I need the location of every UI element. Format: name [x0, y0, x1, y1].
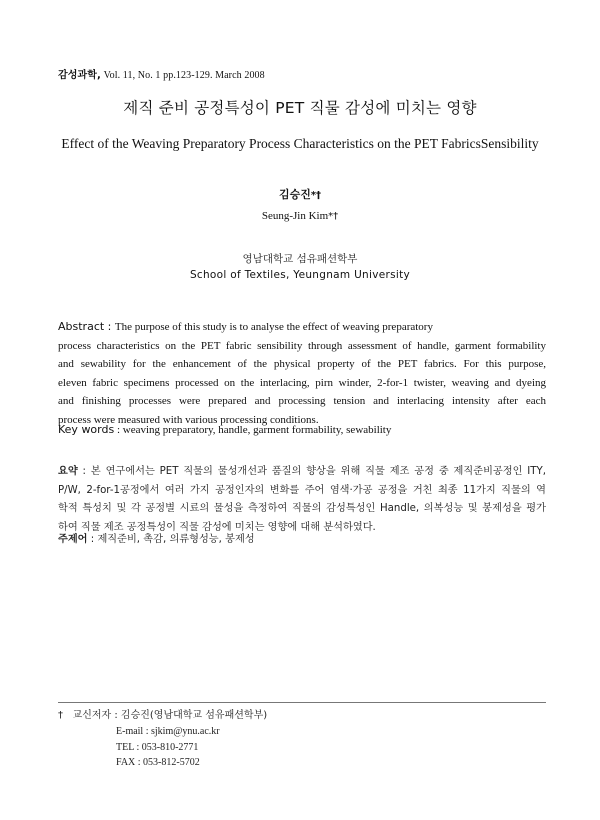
abstract-line-4: eleven fabric specimens processed on the interlacing, pirn winder, 2-for-1 twister, weaving and dyeing	[58, 376, 546, 389]
author-name-english: Seung-Jin Kim	[261, 210, 329, 222]
author-english	[0, 210, 600, 222]
abstract-text: The purpose of this study is to analyse the effect of weaving preparatory	[114, 321, 433, 333]
keywords-label: Key words	[58, 423, 115, 436]
author-name-korean: 김승진	[278, 188, 311, 201]
journal-citation	[58, 66, 265, 81]
korean-abstract-line-1	[58, 463, 546, 482]
footnote-email: E-mail : sjkim@ynu.ac.kr	[116, 725, 220, 737]
footnote-fax: FAX : 053-812-5702	[116, 757, 200, 769]
footnote-mark: †	[58, 710, 63, 721]
footnote-tel: TEL : 053-810-2771	[116, 741, 199, 753]
korean-abstract-block	[58, 463, 546, 537]
abstract-line-2: process characteristics on the PET fabric sensibility through assessment of handle, garment formability	[58, 339, 546, 352]
affiliation-english: School of Textiles, Yeungnam University	[189, 269, 411, 281]
korean-abstract-line-3: 학적 특성치 및 각 공정별 시료의 물성을 측정하여 직물의 감성특성인 Handle, 의복성능 및 봉제성을 평가	[58, 503, 546, 515]
abstract-line-1	[58, 318, 546, 337]
author-mark-korean: *†	[310, 190, 322, 201]
abstract-label: Abstract :	[58, 320, 115, 333]
journal-volume-info: Vol. 11, No. 1 pp.123-129. March 2008	[103, 70, 265, 81]
footnote-corresponding-author	[58, 708, 267, 724]
keywords-text: : weaving preparatory, handle, garment formability, sewability	[114, 424, 392, 436]
abstract-block	[58, 318, 546, 430]
keywords-line	[58, 423, 391, 436]
korean-keywords-text: : 제직준비, 촉감, 의류형성능, 봉제성	[87, 534, 255, 545]
abstract-line-5: and finishing processes were prepared and processing tension and interlacing intensity after each	[58, 395, 546, 408]
footnote-block	[58, 708, 267, 771]
journal-name: 감성과학,	[58, 70, 101, 81]
abstract-line-3: and sewability for the enhancement of the physical property of the PET fabrics. For this purpose,	[58, 358, 546, 371]
abstract-line-6: process were measured with various processing conditions.	[58, 413, 319, 426]
korean-keywords-line	[58, 530, 255, 545]
korean-abstract-line-4: 하여 직물 제조 공정특성이 직물 감성에 미치는 영향에 대해 분석하였다.	[58, 521, 376, 533]
korean-abstract-text: : 본 연구에서는 PET 직물의 물성개선과 품질의 향상을 위해 직물 제조 공정 중 제직준비공정인 ITY,	[77, 466, 546, 477]
affiliation-korean: 영남대학교 섬유패션학부	[242, 253, 358, 265]
footnote-divider	[58, 702, 546, 703]
footnote-author-text: 교신저자 : 김승진(영남대학교 섬유패션학부)	[72, 710, 268, 721]
author-mark-english: *†	[328, 211, 339, 222]
korean-abstract-line-2: P/W, 2-for-1공정에서 여러 가지 공정인자의 변화를 주어 염색·가공 공정을 거친 최종 11가지 직물의 역	[58, 484, 546, 496]
paper-title-english: Effect of the Weaving Preparatory Process Characteristics on the PET FabricsSensibility	[61, 136, 539, 151]
author-korean	[0, 186, 600, 202]
korean-keywords-label: 주제어	[58, 534, 88, 545]
paper-title-korean: 제직 준비 공정특성이 PET 직물 감성에 미치는 영향	[123, 99, 477, 117]
korean-abstract-label: 요약	[58, 466, 78, 477]
